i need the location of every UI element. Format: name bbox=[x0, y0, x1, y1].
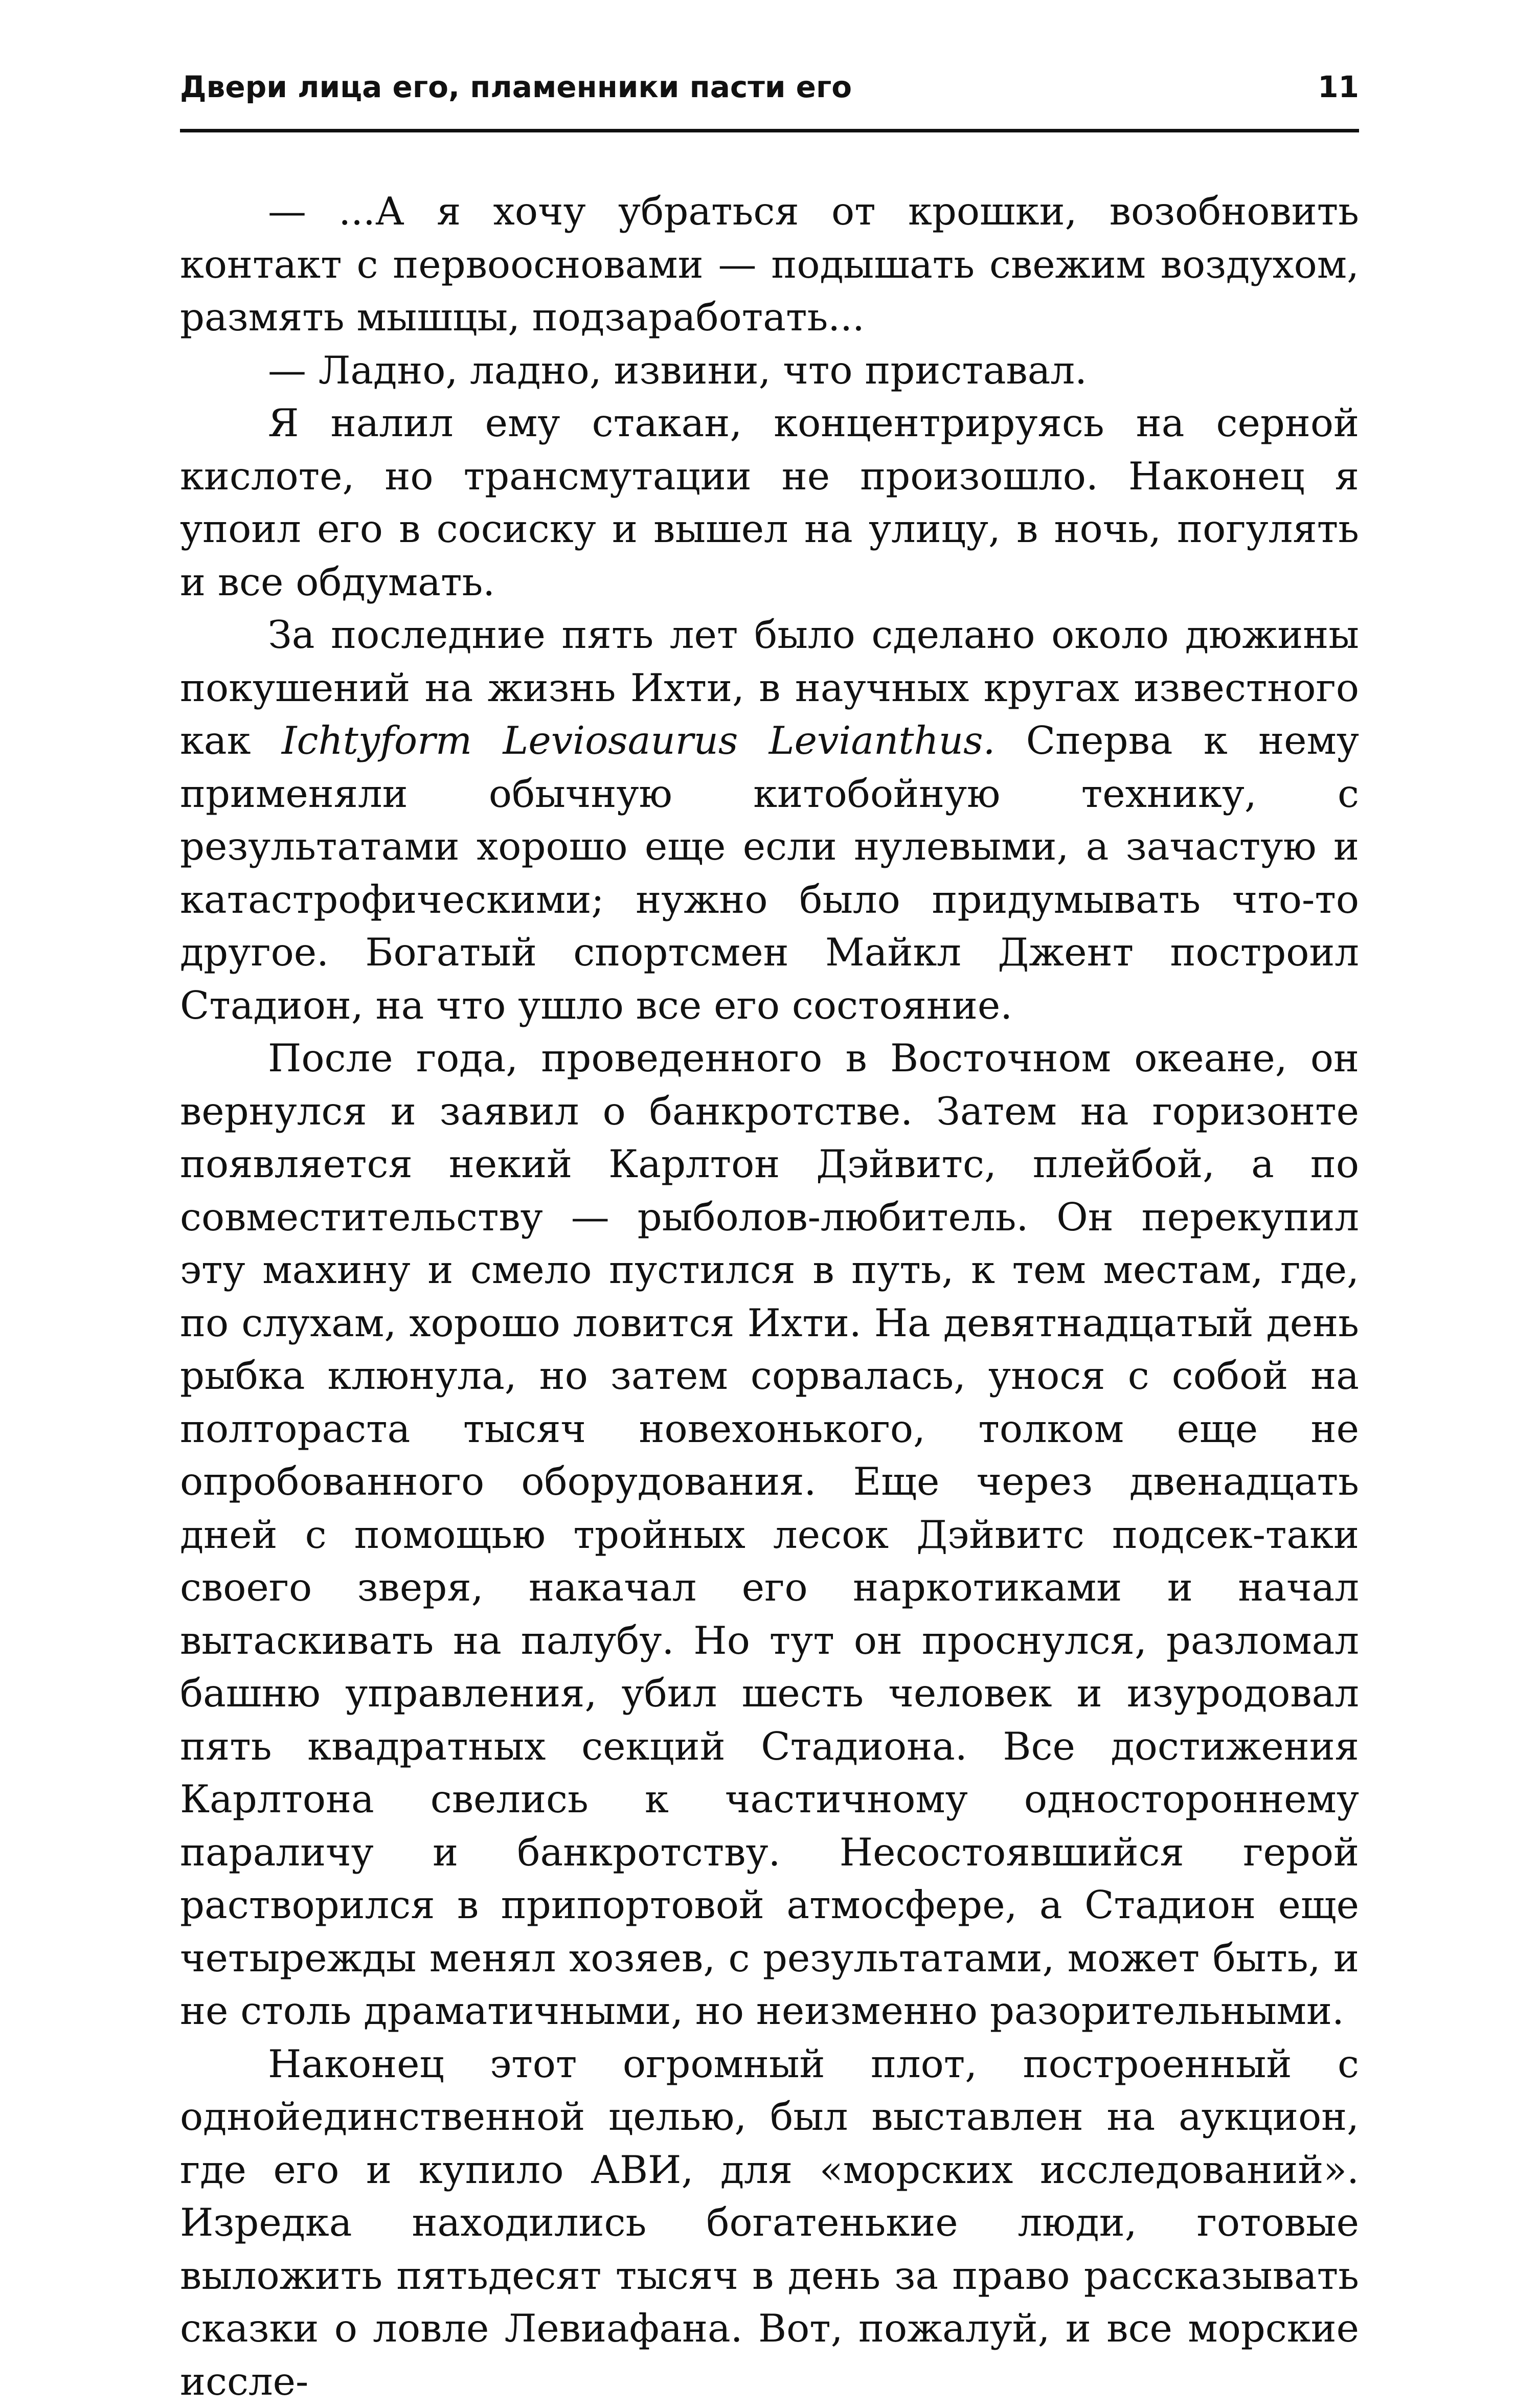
paragraph-5: После года, проведенного в Восточном океане, он вернулся и заявил о банкротстве. Затем на горизонте появляется некий Карлтон Дэйвитс, плейбой, а по совместительству — рыболов-любитель. Он перекупил эту махину и смело пустился в путь, к тем местам, где, по слухам, хорошо ловится Ихти. На девятнадцатый день рыбка клюнула, но затем сорвалась, унося с собой на полтораста тысяч новехонького, толком еще не опробованного оборудования. Еще через двенадцать дней с помощью тройных лесок Дэйвитс подсек-таки своего зверя, накачал его наркотиками и начал вытаскивать на палубу. Но тут он проснулся, разломал башню управления, убил шесть человек и изуродовал пять квадратных секций Стадиона. Все достижения Карлтона свелись к частичному одностороннему параличу и банкротству. Несостоявшийся герой растворился в припортовой атмосфере, а Стадион еще четырежды менял хозяев, с результатами, может быть, и не столь драматичными, но неизменно разорительными. bbox=[180, 1032, 1359, 2038]
species-name: Ichtyform Leviosaurus Levianthus. bbox=[282, 718, 996, 763]
paragraph-6: Наконец этот огромный плот, построенный с однойединственной целью, был выставлен на аукцион, где его и купило АВИ, для «морских исследований». Изредка находились богатенькие люди, готовые выложить пятьдесят тысяч в день за право рассказывать сказки о ловле Левиафана. Вот, пожалуй, и все морские иссле- bbox=[180, 2038, 1359, 2408]
body-text bbox=[180, 185, 1359, 2408]
paragraph-4-start: За последние пять лет было сделано около дюжины покушений на жизнь Ихти, в научных кругах известного как bbox=[180, 612, 1359, 763]
paragraph-3: Я налил ему стакан, концентрируясь на серной кислоте, но трансмутации не произошло. Наконец я упоил его в сосиску и вышел на улицу, в ночь, погулять и все обдумать. bbox=[180, 397, 1359, 609]
paragraph-1: — ...А я хочу убраться от крошки, возобновить контакт с первоосновами — подышать свежим воздухом, размять мышцы, подзаработать... bbox=[180, 185, 1359, 344]
paragraph-4 bbox=[180, 609, 1359, 1032]
paragraph-2: — Ладно, ладно, извини, что приставал. bbox=[180, 344, 1359, 397]
chapter-title: Двери лица его, пламенники пасти его bbox=[180, 63, 852, 110]
paragraph-4-end: Сперва к нему применяли обычную китобойную технику, с результатами хорошо еще если нулевыми, а зачастую и катастрофическими; нужно было придумывать что-то другое. Богатый спортсмен Майкл Джент построил Стадион, на что ушло все его состояние. bbox=[180, 718, 1359, 1028]
running-head bbox=[180, 63, 1359, 110]
page-number: 11 bbox=[1318, 63, 1359, 110]
header-rule bbox=[180, 129, 1359, 132]
